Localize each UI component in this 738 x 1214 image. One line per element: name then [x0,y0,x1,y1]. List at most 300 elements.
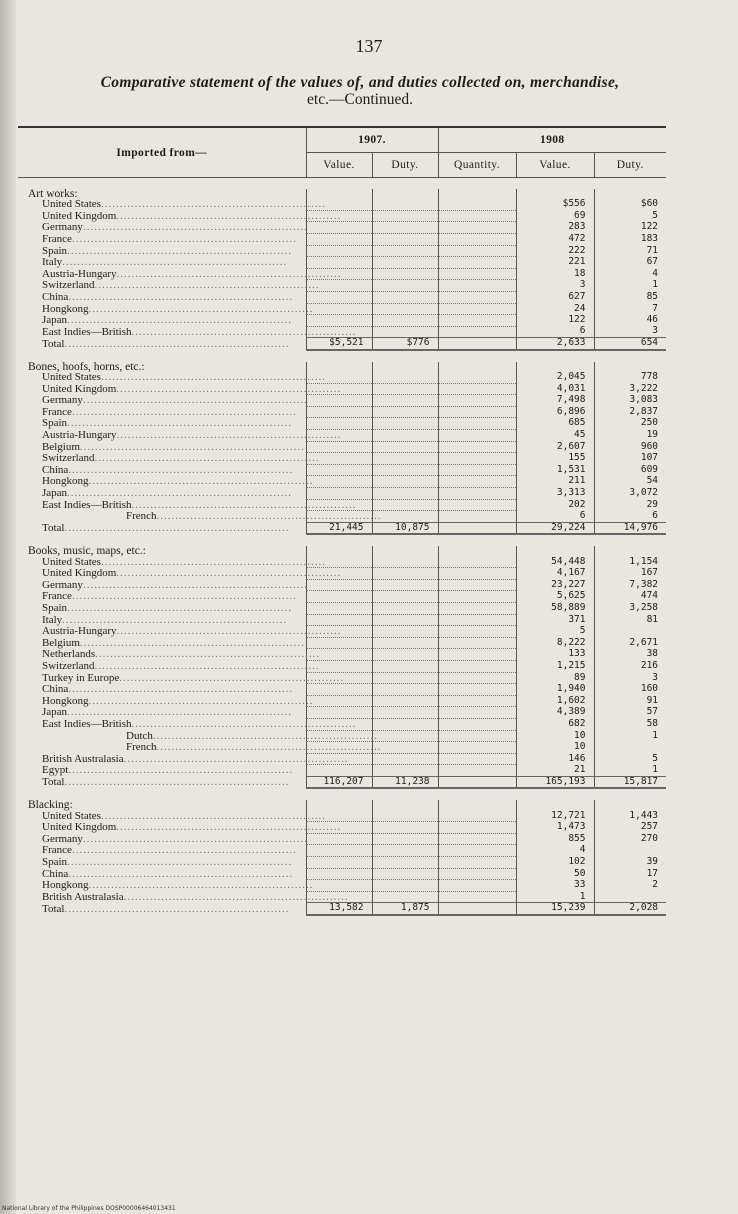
duty-1908: $60 [594,199,666,210]
leader-dots: ............................................................ [82,221,308,234]
empty-cell [372,857,438,869]
country-name: Hongkong [42,879,89,892]
empty-cell [306,833,372,845]
duty-1908 [594,891,666,903]
total-label: Total [42,337,65,350]
value-1908: 2,607 [516,441,594,453]
leader-dots: ............................................................ [82,394,308,407]
total-label-cell [18,338,306,350]
country-cell [18,717,357,730]
table-row [18,568,666,580]
empty-cell [438,868,516,880]
leader-dots: ............................................................ [64,902,290,915]
value-1908: 10 [516,730,594,742]
duty-1908: 57 [594,707,666,719]
table-row [18,845,666,857]
country-name: Spain [42,601,68,614]
value-1908: 685 [516,418,594,430]
empty-cell [438,406,516,418]
value-1908: 133 [516,649,594,661]
value-1908: 8,222 [516,637,594,649]
country-name: Netherlands [42,648,96,661]
table-row [18,880,666,892]
country-name: United Kingdom [42,567,117,580]
duty-1908: 1,443 [594,811,666,822]
table-row [18,707,666,719]
duty-1908: 183 [594,233,666,245]
country-name: Spain [42,856,68,869]
leader-dots: ............................................................ [100,809,326,822]
leader-dots: ............................................................ [94,279,320,292]
total-duty-1908: 14,976 [594,522,666,534]
country-name: Switzerland [42,659,95,672]
country-name: China [42,463,69,476]
empty-cell [438,822,516,834]
table-row [18,453,666,465]
value-1908: 6,896 [516,406,594,418]
duty-1908: 960 [594,441,666,453]
table-row [18,418,666,430]
empty-cell [438,800,516,811]
duty-1908: 2,671 [594,637,666,649]
duty-1908: 91 [594,695,666,707]
empty-cell [438,742,516,754]
empty-cell [372,511,438,523]
table-row [18,626,666,638]
empty-cell [306,222,372,234]
table-row [18,233,666,245]
total-duty-1908: 2,028 [594,903,666,915]
leader-dots: ............................................................ [71,405,297,418]
country-cell [18,371,326,384]
country-name: United States [42,809,101,822]
header-year-1908: 1908 [438,127,666,153]
total-label: Total [42,776,65,789]
empty-cell [438,210,516,222]
empty-cell [306,579,372,591]
leader-dots: ............................................................ [67,417,293,430]
country-cell [18,684,306,696]
empty-cell [438,753,516,765]
country-name: United Kingdom [42,209,117,222]
total-duty-1908: 654 [594,338,666,350]
table-row [18,637,666,649]
country-cell [18,325,357,338]
country-cell [18,741,382,754]
empty-cell [438,476,516,488]
table-row [18,579,666,591]
empty-cell [438,199,516,210]
empty-cell [306,441,372,453]
country-name: East Indies—British [42,325,132,338]
country-name: France [42,232,72,245]
leader-dots: ............................................................ [82,832,308,845]
duty-1908: 257 [594,822,666,834]
table-row [18,291,666,303]
value-1908: 1,602 [516,695,594,707]
page-number: 137 [355,36,383,56]
duty-1908: 17 [594,868,666,880]
empty-cell [372,291,438,303]
total-value-1907: 13,582 [306,903,372,915]
empty-cell [438,857,516,869]
value-1908: 6 [516,511,594,523]
empty-cell [306,591,372,603]
duty-1908: 39 [594,857,666,869]
value-1908: 1,531 [516,464,594,476]
empty-cell [372,430,438,442]
value-1908: 45 [516,430,594,442]
duty-1908: 58 [594,718,666,730]
table-row [18,649,666,661]
country-name: Japan [42,314,68,327]
country-cell [18,671,345,684]
duty-1908: 778 [594,372,666,383]
duty-1908: 474 [594,591,666,603]
leader-dots: ............................................................ [68,463,294,476]
value-1908: 3,313 [516,488,594,500]
leader-dots: ............................................................ [88,879,314,892]
country-cell [18,198,326,211]
empty-cell [438,718,516,730]
empty-cell [306,845,372,857]
table-row [18,280,666,292]
table-row [18,395,666,407]
empty-cell [372,453,438,465]
country-cell [18,879,314,892]
gap-cell [18,788,666,800]
table-row [18,326,666,338]
empty-cell [306,233,372,245]
empty-cell [438,684,516,696]
table-body [18,178,666,916]
duty-1908: 2,837 [594,406,666,418]
duty-1908: 4 [594,268,666,280]
value-1908: 12,721 [516,811,594,822]
empty-cell [372,210,438,222]
country-cell [18,488,306,500]
duty-1908: 2 [594,880,666,892]
value-1908: 1,215 [516,660,594,672]
empty-cell [438,291,516,303]
empty-cell [372,730,438,742]
empty-cell [306,707,372,719]
empty-cell [306,291,372,303]
value-1908: 54,448 [516,557,594,568]
empty-cell [438,245,516,257]
value-1908: 2,045 [516,372,594,383]
leader-dots: ............................................................ [100,371,326,384]
duty-1908: 270 [594,833,666,845]
country-name: Spain [42,244,68,257]
value-1908: 682 [516,718,594,730]
category-name: Books, music, maps, etc.: [28,545,146,557]
duty-1908: 7 [594,303,666,315]
value-1908: 202 [516,499,594,511]
table-row [18,614,666,626]
duty-1908: 85 [594,291,666,303]
empty-cell [372,233,438,245]
empty-cell [306,765,372,777]
header-value-1908: Value. [516,153,594,178]
empty-cell [438,546,516,557]
country-cell [18,382,342,395]
leader-dots: ............................................................ [123,752,349,765]
empty-cell [372,637,438,649]
total-row [18,338,666,350]
total-label: Total [42,522,65,535]
section-gap [18,178,666,189]
total-row [18,903,666,915]
country-cell [18,233,306,245]
duty-1908: 167 [594,568,666,580]
empty-cell [438,511,516,523]
table-row [18,464,666,476]
country-name: Hongkong [42,475,89,488]
empty-cell [306,476,372,488]
caption-main: Comparative statement of the values of, and duties collected on, merchandise, [100,74,620,91]
duty-1908: 3 [594,326,666,338]
country-name: Austria-Hungary [42,429,117,442]
duty-1908: 1 [594,280,666,292]
category-name: Blacking: [28,799,73,812]
country-cell [18,857,306,869]
value-1908: 371 [516,614,594,626]
empty-cell [372,315,438,327]
country-name: Japan [42,706,68,719]
empty-cell [438,614,516,626]
empty-cell [372,718,438,730]
empty-cell [438,268,516,280]
empty-cell [438,672,516,684]
empty-cell [372,199,438,210]
country-cell [18,475,314,488]
empty-cell [372,800,438,811]
table-row [18,672,666,684]
table-row [18,245,666,257]
leader-dots: ............................................................ [95,648,321,661]
country-cell [18,579,306,591]
leader-dots: ............................................................ [88,302,314,315]
empty-cell [372,833,438,845]
duty-1908: 1,154 [594,557,666,568]
country-name: China [42,683,69,696]
country-name: China [42,290,69,303]
empty-cell [372,499,438,511]
table-row [18,406,666,418]
leader-dots: ............................................................ [79,440,305,453]
empty-cell [438,280,516,292]
country-cell [18,729,378,742]
header-imported-from: Imported from— [18,127,306,178]
country-name: United States [42,555,101,568]
country-name: French [126,741,157,754]
table-row [18,811,666,822]
empty-cell [438,880,516,892]
empty-cell [372,222,438,234]
total-row [18,776,666,788]
empty-cell [372,695,438,707]
section-gap [18,788,666,800]
value-1908: 18 [516,268,594,280]
value-1908: 1 [516,891,594,903]
country-name: Switzerland [42,452,95,465]
leader-dots: ............................................................ [94,452,320,465]
table-row [18,257,666,269]
caption-continued: etc.—Continued. [307,91,413,108]
leader-dots: ............................................................ [64,522,290,535]
duty-1908 [594,845,666,857]
table-row [18,660,666,672]
country-cell [18,209,342,222]
leader-dots: ............................................................ [64,337,290,350]
country-cell [18,464,306,476]
leader-dots: ............................................................ [68,867,294,880]
table-row [18,268,666,280]
duty-1908: 3,072 [594,488,666,500]
value-1908: 5,625 [516,591,594,603]
table-row [18,210,666,222]
empty-cell [372,326,438,338]
empty-cell [372,626,438,638]
table-row [18,868,666,880]
leader-dots: ............................................................ [88,694,314,707]
country-name: Italy [42,613,63,626]
empty-cell [372,811,438,822]
value-1908: 122 [516,315,594,327]
total-quantity-1908 [438,903,516,915]
total-value-1908: 15,239 [516,903,594,915]
empty-cell [372,579,438,591]
empty-cell [438,602,516,614]
empty-cell [372,383,438,395]
country-cell [18,694,314,707]
country-cell [18,498,357,511]
empty-cell [372,441,438,453]
empty-cell [438,464,516,476]
empty-cell [438,557,516,568]
total-value-1907: 116,207 [306,776,372,788]
country-cell [18,245,306,257]
empty-cell [372,268,438,280]
duty-1908: 3 [594,672,666,684]
country-name: East Indies—British [42,498,132,511]
value-1908: 146 [516,753,594,765]
duty-1908: 250 [594,418,666,430]
value-1908: 211 [516,476,594,488]
leader-dots: ............................................................ [79,636,305,649]
country-name: Japan [42,487,68,500]
empty-cell [372,546,438,557]
empty-cell [438,499,516,511]
total-duty-1907: 1,875 [372,903,438,915]
leader-dots: ............................................................ [116,382,342,395]
empty-cell [306,695,372,707]
scan-credit: National Library of the Philippines DOSP00006464013431 [2,1205,176,1212]
country-name: Turkey in Europe [42,671,120,684]
leader-dots: ............................................................ [116,209,342,222]
value-1908: 1,473 [516,822,594,834]
value-1908: 4 [516,845,594,857]
leader-dots: ............................................................ [100,555,326,568]
total-quantity-1908 [438,776,516,788]
country-name: Switzerland [42,279,95,292]
table-row [18,591,666,603]
empty-cell [306,395,372,407]
country-name: China [42,867,69,880]
value-1908: 855 [516,833,594,845]
value-1908: 221 [516,257,594,269]
empty-cell [438,441,516,453]
leader-dots: ............................................................ [119,671,345,684]
empty-cell [438,730,516,742]
country-name: France [42,590,72,603]
duty-1908: 81 [594,614,666,626]
total-duty-1907: $776 [372,338,438,350]
header-duty-1907: Duty. [372,153,438,178]
value-1908: $556 [516,199,594,210]
empty-cell [438,383,516,395]
empty-cell [438,591,516,603]
empty-cell [372,257,438,269]
table-row [18,303,666,315]
table-caption [20,74,700,108]
leader-dots: ............................................................ [68,764,294,777]
country-cell [18,707,306,719]
empty-cell [306,303,372,315]
empty-cell [438,430,516,442]
empty-cell [438,695,516,707]
country-name: Dutch [126,729,153,742]
empty-cell [438,233,516,245]
empty-cell [438,765,516,777]
country-cell [18,833,306,845]
country-cell [18,395,306,407]
country-cell [18,659,320,672]
empty-cell [438,626,516,638]
empty-cell [372,591,438,603]
page-binding-edge [0,0,16,1214]
empty-cell [372,753,438,765]
country-cell [18,890,349,903]
country-name: French [126,510,157,523]
leader-dots: ............................................................ [116,625,342,638]
value-1908: 23,227 [516,579,594,591]
leader-dots: ............................................................ [156,741,382,754]
category-name: Art works: [28,187,78,200]
empty-cell [372,707,438,719]
duty-1908: 107 [594,453,666,465]
country-name: Belgium [42,440,80,453]
table-row [18,695,666,707]
header-quantity-1908: Quantity. [438,153,516,178]
value-1908: 155 [516,453,594,465]
total-label-cell [18,903,306,915]
value-1908: 33 [516,880,594,892]
country-cell [18,406,306,418]
total-quantity-1908 [438,338,516,350]
leader-dots: ............................................................ [88,475,314,488]
country-cell [18,302,314,315]
country-cell [18,845,306,857]
empty-cell [372,845,438,857]
header-duty-1908: Duty. [594,153,666,178]
total-value-1908: 29,224 [516,522,594,534]
empty-cell [372,488,438,500]
country-cell [18,452,320,465]
empty-cell [372,602,438,614]
empty-cell [438,326,516,338]
